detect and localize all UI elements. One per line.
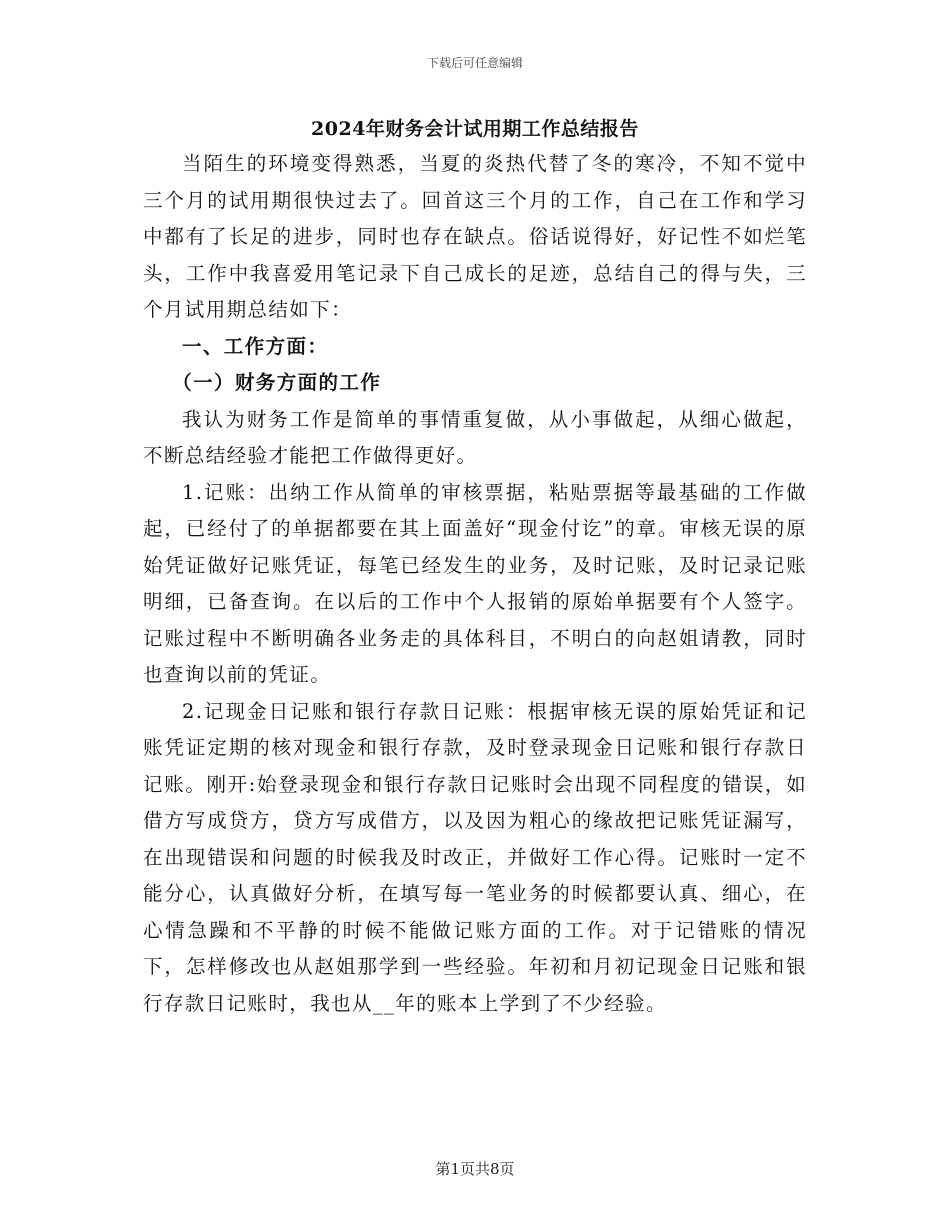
section-heading-work: 一、工作方面： [182, 334, 329, 358]
journal-paragraph: 2.记现金日记账和银行存款日记账：根据审核无误的原始凭证和记账凭证定期的核对现金和银行存款，及时登录现金日记账和银行存款日记账。刚开:始登录现金和银行存款日记账时会出现不同程度的错误，如借方写成贷方，贷方写成借方，以及因为粗心的缘故把记账凭证漏写，在出现错误和问题的时候我及时改正，并做好工作心得。记账时一定不能分心，认真做好分析，在填写每一笔业务的时候都要认真、细心，在心情急躁和不平静的时候不能做记账方面的工作。对于记错账的情况下，怎样修改也从赵姐那学到一些经验。年初和月初记现金日记账和银行存款日记账时，我也从__年的账本上学到了不少经验。 [143, 699, 807, 1015]
document-title: 2024年财务会计试用期工作总结报告 [311, 118, 639, 140]
intro-paragraph: 当陌生的环境变得熟悉，当夏的炎热代替了冬的寒冷，不知不觉中三个月的试用期很快过去了。回首这三个月的工作，自己在工作和学习中都有了长足的进步，同时也存在缺点。俗话说得好，好记性不如烂笔头，工作中我喜爱用笔记录下自己成长的足迹，总结自己的得与失，三个月试用期总结如下： [143, 152, 807, 321]
finance-intro-paragraph: 我认为财务工作是简单的事情重复做，从小事做起，从细心做起，不断总结经验才能把工作做得更好。 [143, 407, 807, 467]
document-body [143, 146, 807, 1022]
header-note: 下载后可任意编辑 [426, 56, 523, 70]
bookkeeping-paragraph: 1.记账：出纳工作从简单的审核票据，粘贴票据等最基础的工作做起，已经付了的单据都要在其上面盖好“现金付讫”的章。审核无误的原始凭证做好记账凭证，每笔已经发生的业务，及时记账，及时记录记账明细，已备查询。在以后的工作中个人报销的原始单据要有个人签字。记账过程中不断明确各业务走的具体科目，不明白的向赵姐请教，同时也查询以前的凭证。 [143, 480, 807, 686]
subsection-heading-finance: （一）财务方面的工作 [172, 371, 382, 394]
page-footer: 第1页共8页 [435, 1160, 515, 1178]
